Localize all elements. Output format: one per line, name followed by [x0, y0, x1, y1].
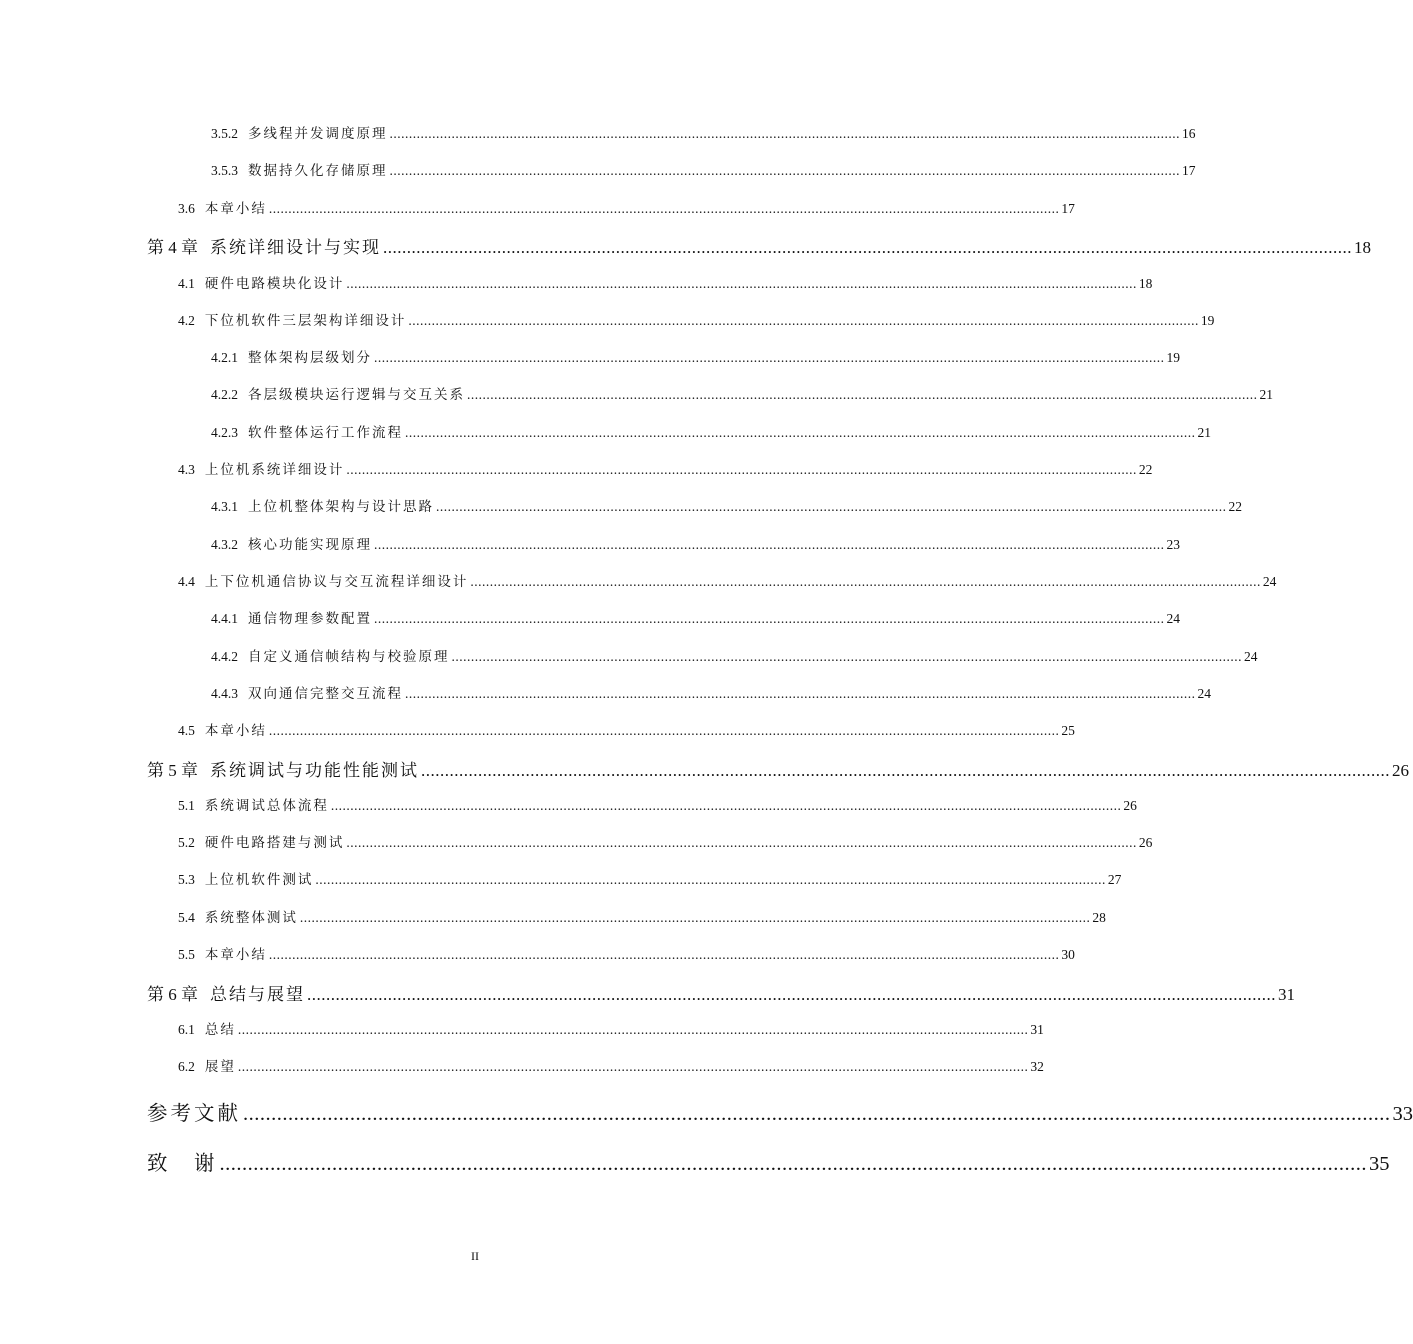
toc-entry-page: 23: [1166, 537, 1180, 552]
dot-leader: ............................................................................................................................................................................................................: [330, 798, 1122, 813]
toc-entry-title: 上位机软件测试: [204, 872, 314, 888]
toc-entry[interactable]: [178, 719, 1075, 739]
toc-entry-page: 17: [1061, 201, 1075, 216]
toc-entry-title: 上位机整体架构与设计思路: [248, 499, 434, 515]
toc-entry-number: 5.5: [178, 947, 195, 962]
dot-leader: ............................................................................................................................................................................................................: [237, 1059, 1029, 1074]
toc-entry-page: 21: [1259, 387, 1273, 402]
toc-entry[interactable]: [178, 1055, 1044, 1075]
toc-entry-title: 本章小结: [204, 201, 267, 217]
toc-entry-page: 35: [1369, 1153, 1390, 1175]
dot-leader: ............................................................................................................................................................................................................: [408, 313, 1199, 328]
toc-entry[interactable]: [178, 943, 1075, 963]
toc-entry-number: 5.3: [178, 872, 195, 887]
dot-leader: ............................................................................................................................................................................................................: [237, 1022, 1029, 1037]
toc-entry-title: 多线程并发调度原理: [248, 126, 388, 142]
dot-leader: ............................................................................................................................................................................................................: [421, 761, 1390, 780]
page-number: II: [471, 1249, 479, 1263]
toc-entry-title: 上下位机通信协议与交互流程详细设计: [204, 574, 469, 590]
toc-entry-number: 4.2.2: [211, 387, 238, 402]
toc-entry-page: 31: [1030, 1022, 1044, 1037]
toc-entry-title: 致 谢: [147, 1151, 218, 1175]
toc-entry-page: 17: [1182, 163, 1196, 178]
toc-entry-number: 4.5: [178, 723, 195, 738]
toc-entry-number: 4.3: [178, 462, 195, 477]
toc-entry-page: 21: [1197, 425, 1211, 440]
toc-entry-page: 26: [1138, 835, 1153, 850]
toc-entry-page: 18: [1138, 276, 1153, 291]
toc-entry-title: 下位机软件三层架构详细设计: [204, 313, 407, 329]
toc-entry-number: 4.2.3: [211, 425, 238, 440]
toc-entry-title: 系统详细设计与实现: [210, 238, 381, 258]
toc-entry-title: 硬件电路模块化设计: [204, 276, 345, 292]
toc-entry-number: 3.5.3: [211, 163, 238, 178]
toc-entry-title: 参考文献: [147, 1101, 241, 1125]
dot-leader: ............................................................................................................................................................................................................: [467, 387, 1258, 402]
toc-entry[interactable]: [211, 495, 1242, 515]
dot-leader: ............................................................................................................................................................................................................: [451, 649, 1242, 664]
toc-entry-title: 系统整体测试: [204, 910, 298, 926]
toc-entry-number: 4.3.2: [211, 537, 238, 552]
toc-entry-number: 4.3.1: [211, 499, 238, 514]
toc-entry-number: 4.4.3: [211, 686, 238, 701]
dot-leader: ............................................................................................................................................................................................................: [374, 537, 1165, 552]
toc-entry-number: 4.4: [178, 574, 195, 589]
toc-entry-title: 核心功能实现原理: [248, 537, 372, 553]
toc-entry-title: 总结与展望: [210, 985, 305, 1005]
dot-leader: ............................................................................................................................................................................................................: [219, 1153, 1367, 1175]
toc-entry-page: 28: [1092, 910, 1106, 925]
toc-entry[interactable]: [211, 533, 1180, 553]
toc-entry-page: 24: [1166, 611, 1180, 626]
toc-entry-page: 24: [1244, 649, 1258, 664]
toc-entry[interactable]: [178, 570, 1277, 590]
toc-entry-number: 4.4.2: [211, 649, 238, 664]
toc-entry-page: 24: [1262, 574, 1277, 589]
toc-entry-title: 本章小结: [204, 723, 267, 739]
toc-entry[interactable]: [178, 458, 1153, 478]
dot-leader: ............................................................................................................................................................................................................: [299, 910, 1091, 925]
dot-leader: ............................................................................................................................................................................................................: [374, 350, 1165, 365]
toc-entry-page: 32: [1030, 1059, 1044, 1074]
toc-entry[interactable]: [211, 383, 1273, 403]
toc-entry-number: 4.1: [178, 276, 195, 291]
dot-leader: ............................................................................................................................................................................................................: [405, 686, 1196, 701]
toc-entry-number: 3.5.2: [211, 126, 238, 141]
toc-entry-title: 自定义通信帧结构与校验原理: [248, 649, 450, 665]
toc-entry-title: 总结: [204, 1022, 236, 1038]
toc-entry-number: 第 4 章: [147, 238, 198, 257]
dot-leader: ............................................................................................................................................................................................................: [470, 574, 1261, 589]
toc-entry-number: 5.4: [178, 910, 195, 925]
toc-entry-number: 4.4.1: [211, 611, 238, 626]
toc-entry[interactable]: [178, 906, 1106, 926]
toc-entry[interactable]: [178, 1018, 1044, 1038]
dot-leader: ............................................................................................................................................................................................................: [374, 611, 1165, 626]
dot-leader: ............................................................................................................................................................................................................: [268, 947, 1060, 962]
toc-entry-number: 第 5 章: [147, 761, 198, 780]
toc-entry[interactable]: [211, 645, 1258, 665]
toc-entry-page: 30: [1061, 947, 1075, 962]
toc-entry-number: 4.2.1: [211, 350, 238, 365]
toc-acknowledgements-entry[interactable]: [147, 1146, 1390, 1176]
dot-leader: ............................................................................................................................................................................................................: [307, 985, 1276, 1004]
toc-entry[interactable]: [211, 159, 1196, 179]
dot-leader: ............................................................................................................................................................................................................: [389, 126, 1180, 141]
toc-entry-number: 5.1: [178, 798, 195, 813]
dot-leader: ............................................................................................................................................................................................................: [315, 872, 1106, 887]
dot-leader: ............................................................................................................................................................................................................: [346, 276, 1137, 291]
toc-references-entry[interactable]: [147, 1096, 1413, 1126]
toc-entry-page: 22: [1138, 462, 1153, 477]
toc-entry[interactable]: [178, 831, 1153, 851]
toc-entry-number: 5.2: [178, 835, 195, 850]
toc-entry-page: 24: [1197, 686, 1211, 701]
toc-entry-title: 各层级模块运行逻辑与交互关系: [248, 387, 465, 403]
toc-entry-title: 上位机系统详细设计: [204, 462, 345, 478]
toc-entry-title: 系统调试与功能性能测试: [210, 761, 419, 781]
toc-entry-page: 19: [1200, 313, 1215, 328]
toc-chapter-entry[interactable]: [147, 233, 1371, 258]
dot-leader: ............................................................................................................................................................................................................: [346, 462, 1137, 477]
toc-entry-title: 系统调试总体流程: [204, 798, 329, 814]
toc-entry-page: 16: [1182, 126, 1196, 141]
toc-entry-page: 33: [1392, 1103, 1413, 1125]
toc-entry[interactable]: [178, 309, 1215, 329]
toc-entry-page: 27: [1107, 872, 1122, 887]
toc-entry[interactable]: [211, 346, 1180, 366]
toc-entry[interactable]: [178, 794, 1137, 814]
toc-entry[interactable]: [178, 197, 1075, 217]
toc-entry-title: 数据持久化存储原理: [248, 163, 388, 179]
toc-entry-number: 6.2: [178, 1059, 195, 1074]
toc-entry-title: 本章小结: [204, 947, 267, 963]
toc-entry-title: 展望: [204, 1059, 236, 1075]
dot-leader: ............................................................................................................................................................................................................: [389, 163, 1180, 178]
toc-entry-title: 软件整体运行工作流程: [248, 425, 403, 441]
toc-chapter-entry[interactable]: [147, 756, 1409, 781]
dot-leader: ............................................................................................................................................................................................................: [405, 425, 1196, 440]
dot-leader: ............................................................................................................................................................................................................: [268, 723, 1060, 738]
toc-entry-number: 4.2: [178, 313, 195, 328]
toc-entry-title: 硬件电路搭建与测试: [204, 835, 345, 851]
toc-entry-page: 22: [1228, 499, 1242, 514]
toc-entry-page: 25: [1061, 723, 1075, 738]
toc-chapter-entry[interactable]: [147, 980, 1295, 1005]
toc-entry-title: 双向通信完整交互流程: [248, 686, 403, 702]
toc-entry[interactable]: [211, 122, 1196, 142]
toc-entry-title: 整体架构层级划分: [248, 350, 372, 366]
toc-entry-page: 26: [1392, 761, 1409, 780]
toc-entry-title: 通信物理参数配置: [248, 611, 372, 627]
toc-entry-page: 31: [1278, 985, 1295, 1004]
dot-leader: ............................................................................................................................................................................................................: [268, 201, 1060, 216]
dot-leader: ............................................................................................................................................................................................................: [243, 1103, 1391, 1125]
toc-entry-page: 19: [1166, 350, 1180, 365]
toc-entry-page: 18: [1354, 238, 1371, 257]
dot-leader: ............................................................................................................................................................................................................: [346, 835, 1137, 850]
toc-entry[interactable]: [211, 682, 1211, 702]
dot-leader: ............................................................................................................................................................................................................: [383, 238, 1352, 257]
dot-leader: ............................................................................................................................................................................................................: [436, 499, 1227, 514]
toc-entry[interactable]: [211, 607, 1180, 627]
toc-entry[interactable]: [178, 272, 1153, 292]
toc-entry-number: 3.6: [178, 201, 195, 216]
toc-entry-number: 第 6 章: [147, 985, 198, 1004]
toc-entry-page: 26: [1123, 798, 1137, 813]
toc-entry[interactable]: [211, 421, 1211, 441]
toc-entry-number: 6.1: [178, 1022, 195, 1037]
toc-entry[interactable]: [178, 868, 1122, 888]
